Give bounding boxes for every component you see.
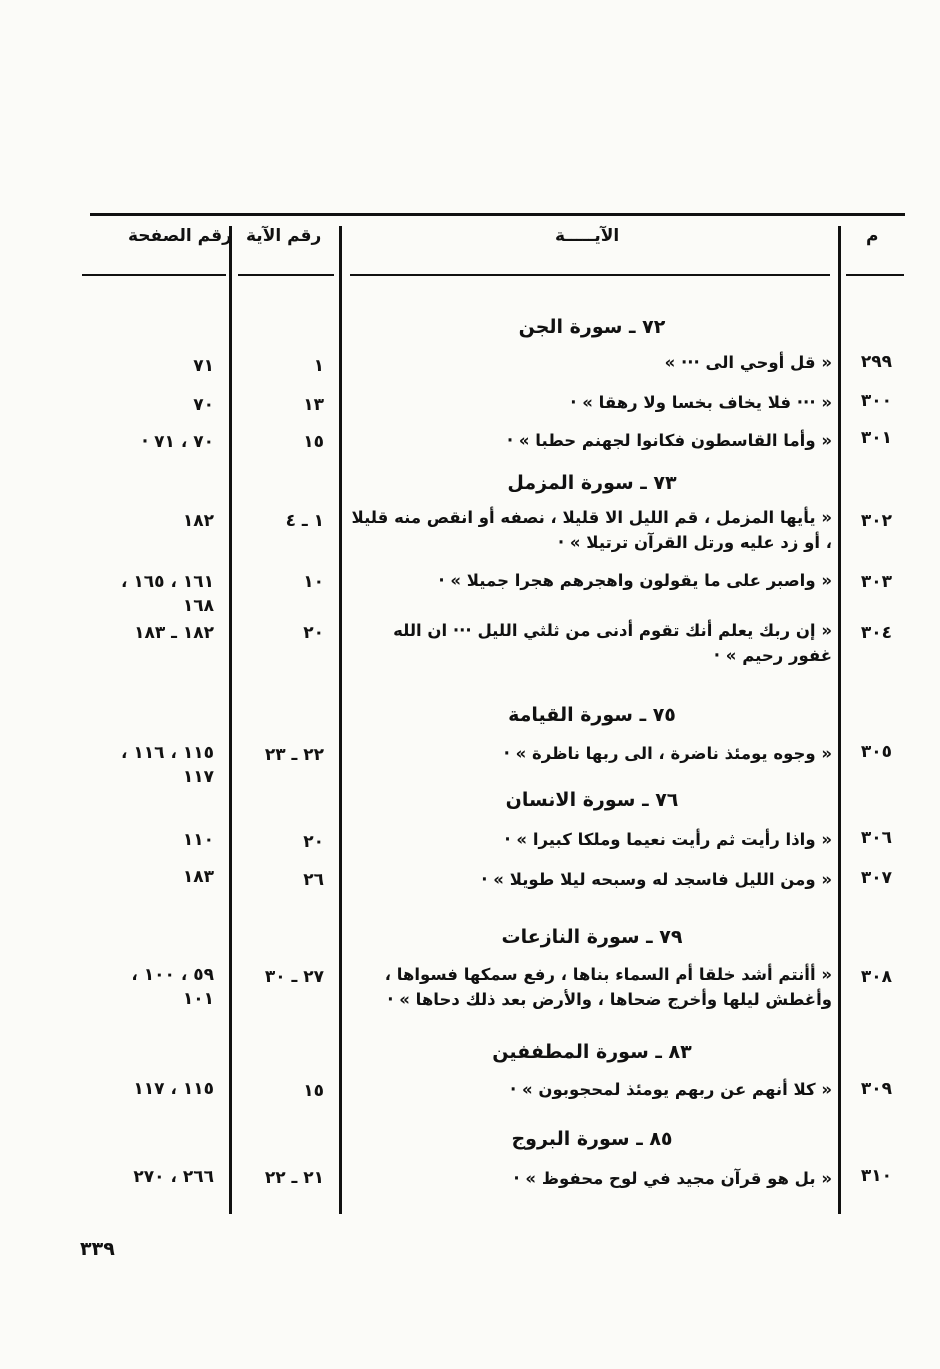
- verse-text: « ··· فلا يخاف بخسا ولا رهقا » ·: [570, 393, 832, 412]
- header-verse: الآيـــــة: [555, 226, 620, 246]
- surah-heading: ٧٥ ـ سورة القيامة: [508, 704, 676, 726]
- row-index: ٣٠٥: [860, 742, 892, 762]
- verse-text: « وجوه يومئذ ناضرة ، الى ربها ناظرة » ·: [503, 744, 832, 763]
- ayah-number: ٢٧ ـ ٣٠: [264, 967, 324, 987]
- page-reference: ٥٩ ، ١٠٠ ، ١٠١: [131, 965, 214, 1009]
- verse-text: « يأيها المزمل ، قم الليل الا قليلا ، نصفه أو انقص منه قليلا ، أو زد عليه ورتل القرآن ترتيلا » ·: [351, 508, 832, 552]
- row-index: ٣٠٢: [860, 511, 892, 531]
- verse-text: « واصبر على ما يقولون واهجرهم هجرا جميلا » ·: [438, 571, 832, 590]
- verse-text: « ومن الليل فاسجد له وسبحه ليلا طويلا » ·: [481, 870, 832, 889]
- row-index: ٣٠٩: [860, 1079, 892, 1099]
- ayah-number: ١: [313, 356, 324, 376]
- surah-heading: ٨٥ ـ سورة البروج: [511, 1128, 673, 1150]
- ayah-number: ٢٢ ـ ٢٣: [264, 745, 324, 765]
- verse-text: « بل هو قرآن مجيد في لوح محفوظ » ·: [513, 1169, 832, 1188]
- row-index: ٣١٠: [860, 1166, 892, 1186]
- header-rule-ayah-col: [238, 274, 334, 276]
- header-page-number: رقم الصفحة: [128, 226, 232, 246]
- verse-text: « وأما القاسطون فكانوا لجهنم حطبا » ·: [506, 431, 832, 450]
- header-index: م: [866, 226, 879, 246]
- surah-heading: ٧٩ ـ سورة النازعات: [501, 926, 683, 948]
- ayah-number: ٢٦: [303, 870, 324, 890]
- row-index: ٣٠٦: [860, 828, 892, 848]
- surah-heading: ٧٦ ـ سورة الانسان: [505, 789, 679, 811]
- ayah-number: ٢٠: [303, 832, 324, 852]
- top-rule: [90, 213, 905, 216]
- row-index: ٣٠١: [860, 428, 892, 448]
- page-reference: ١٨٢ ـ ١٨٣: [134, 623, 214, 643]
- page-reference: ١٨٢: [182, 511, 214, 531]
- surah-heading: ٧٢ ـ سورة الجن: [518, 316, 666, 338]
- header-ayah-number: رقم الآية: [246, 226, 322, 246]
- page-reference: ١٦١ ، ١٦٥ ، ١٦٨: [121, 572, 214, 616]
- row-index: ٣٠٣: [860, 572, 892, 592]
- verse-text: « قل أوحي الى ··· »: [664, 353, 832, 372]
- column-divider: [229, 226, 232, 1214]
- page-number: ٣٣٩: [80, 1238, 115, 1260]
- page-reference: ١١٠: [182, 830, 214, 850]
- verse-text: « إن ربك يعلم أنك تقوم أدنى من ثلثي الليل ··· ان الله غفور رحيم » ·: [393, 621, 832, 665]
- ayah-number: ١ ـ ٤: [285, 511, 324, 531]
- page-reference: ١٨٣: [182, 867, 214, 887]
- row-index: ٣٠٠: [860, 391, 892, 411]
- column-divider: [838, 226, 841, 1214]
- row-index: ٣٠٤: [860, 623, 892, 643]
- row-index: ٢٩٩: [860, 352, 892, 372]
- column-divider: [339, 226, 342, 1214]
- surah-heading: ٨٣ ـ سورة المطففين: [492, 1041, 692, 1063]
- page-reference: ١١٥ ، ١١٧: [133, 1079, 214, 1099]
- verse-text: « واذا رأيت ثم رأيت نعيما وملكا كبيرا » ·: [504, 830, 832, 849]
- page-reference: ١١٥ ، ١١٦ ، ١١٧: [121, 743, 214, 787]
- page-reference: ٢٦٦ ، ٢٧٠: [133, 1167, 214, 1187]
- ayah-number: ١٥: [303, 1081, 324, 1101]
- row-index: ٣٠٨: [860, 967, 892, 987]
- verse-text: « أأنتم أشد خلقا أم السماء بناها ، رفع سمكها فسواها ، وأغطش ليلها وأخرج ضحاها ، والأرض بعد ذلك دحاها » ·: [384, 965, 832, 1009]
- verse-text: « كلا أنهم عن ربهم يومئذ لمحجوبون » ·: [509, 1080, 832, 1099]
- ayah-number: ٢٠: [303, 623, 324, 643]
- ayah-number: ٢١ ـ ٢٢: [264, 1168, 324, 1188]
- ayah-number: ١٣: [303, 395, 324, 415]
- page-reference: ٧٠ ، ٧١ ·: [141, 432, 214, 452]
- page-reference: ٧٠: [193, 395, 214, 415]
- header-rule-verse-col: [350, 274, 830, 276]
- header-rule-index-col: [846, 274, 904, 276]
- ayah-number: ١٠: [303, 572, 324, 592]
- ayah-number: ١٥: [303, 432, 324, 452]
- row-index: ٣٠٧: [860, 868, 892, 888]
- header-rule-page-col: [82, 274, 226, 276]
- page-reference: ٧١: [193, 356, 214, 376]
- surah-heading: ٧٣ ـ سورة المزمل: [507, 472, 677, 494]
